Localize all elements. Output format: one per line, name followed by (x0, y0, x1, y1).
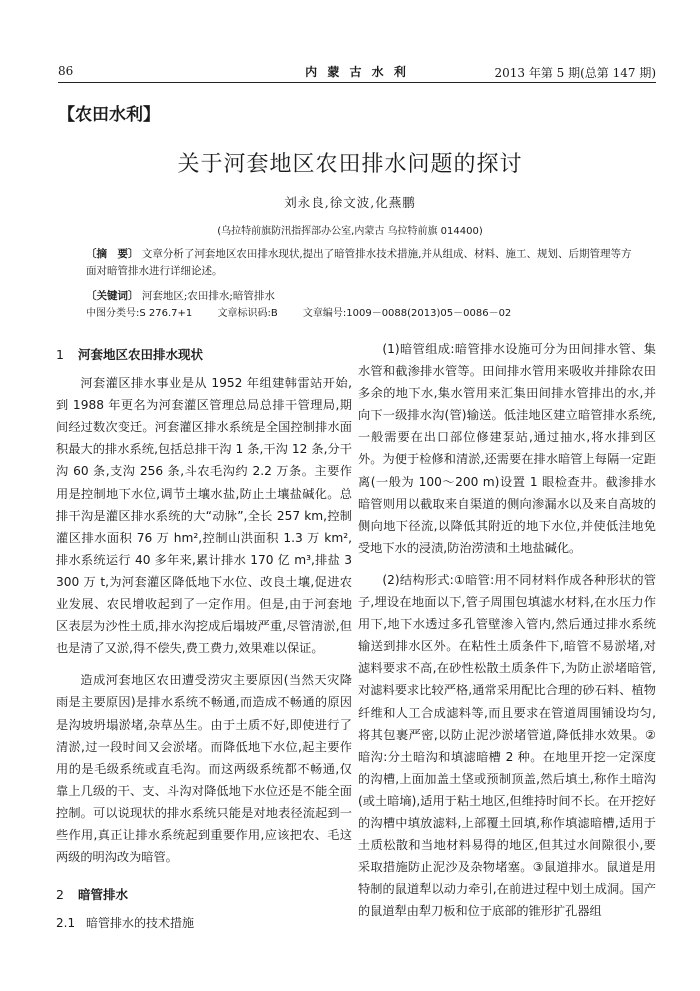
abstract-label: 〔摘 要〕 (86, 248, 139, 260)
article-title: 关于河套地区农田排水问题的探讨 (177, 152, 523, 177)
section-2-1-title: 暗管排水的技术措施 (86, 916, 195, 931)
section-tag: 【农田水利】 (58, 105, 160, 125)
section-2-1-number: 2.1 (56, 916, 76, 931)
right-paragraph-structure: (2)结构形式:①暗管:用不同材料作成各种形状的管子,埋设在地面以下,管子周围包填滤水材料,在水压力作用下,地下水透过多孔管壁渗入管内,然后通过排水系统输送到排水区外。在粘性土质条件下,暗管不易淤堵,对滤料要求不高,在砂性松散土质条件下,为防止淤堵暗管,对滤料要求比较严格,通常采用配比合理的砂石料、植物纤维和人工合成滤料等,而且要求在管道周围铺设均匀,将其包裹严密,以防止泥沙淤堵管道,降低排水效果。②暗沟:分土暗沟和填滤暗槽 2 种。在地里开挖一定深度的沟槽,上面加盖土垡或预制顶盖,然后填土,称作土暗沟(或土暗墒),适用于粘土地区,但维持时间不长。在开挖好的沟槽中填放滤料,上部覆土回填,称作填滤暗槽,适用于土质松散和当地材料易得的地区,但其过水间隙很小,要采取措施防止泥沙及杂物堵塞。③鼠道排水。鼠道是用特制的鼠道犁以动力牵引,在前进过程中划土成洞。国产的鼠道犁由犁刀板和位于底部的锥形扩孔器组 (358, 572, 656, 919)
keywords-text: 河套地区;农田排水;暗管排水 (141, 290, 275, 302)
section-2-heading (56, 884, 352, 906)
abstract (86, 246, 640, 280)
section-1-paragraph-1: 河套灌区排水事业是从 1952 年组建韩雷站开始,到 1988 年更名为河套灌区管理总局总排干管理局,期间经过数次变迁。河套灌区排水系统是全国控制排水面积最大的排水系统,包括总排干沟 1 条,干沟 12 条,分干沟 60 条,支沟 256 条,斗农毛沟约 2.2 万条。主要作用是控制地下水位,调节土壤水盐,防止土壤盐碱化。总排干沟是灌区排水系统的大“动脉”,全长 257 km,控制灌区排水面积 76 万 hm²,控制山洪面积 1.3 万 km²,排水系统运行 40 多年来,累计排水 170 亿 m³,排盐 3 300 万 t,为河套灌区降低地下水位、改良土壤,促进农业发展、农民增收起到了一定作用。但是,由于河套地区表层为沙性土质,排水沟挖成后塌坡严重,尽管清淤,但也是清了又淤,得不偿失,费工费力,效果难以保证。 (56, 376, 352, 656)
right-column (358, 338, 656, 922)
running-head (58, 60, 656, 83)
section-1-paragraph-2: 造成河套地区农田遭受涝灾主要原因(当然天灾降雨是主要原因)是排水系统不畅通,而造成不畅通的原因是沟坡坍塌淤堵,杂草丛生。由于土质不好,即使进行了清淤,过一段时间又会淤堵。而降低地下水位,起主要作用的是毛级系统或直毛沟。而这两级系统都不畅通,仅靠上几级的干、支、斗沟对降低地下水位还是不能全面控制。可以说现状的排水系统只能是对地表径流起到一些作用,真正让排水系统起到重要作用,应该把农、毛这两级的明沟改为暗管。 (56, 673, 352, 865)
right-paragraph-composition: (1)暗管组成:暗管排水设施可分为田间排水管、集水管和截渗排水管等。田间排水管用来吸收并排除农田多余的地下水,集水管用来汇集田间排水管排出的水,并向下一级排水沟(管)输送。低洼地区建立暗管排水系统,一般需要在出口部位修建泵站,通过抽水,将水排到区外。为便于检修和清淤,还需要在排水暗管上每隔一定距离(一般为 100～200 m)设置 1 眼检查井。截渗排水暗管则用以截取来自渠道的侧向渗漏水以及来自高坡的侧向地下径流,以降低其附近的地下水位,并使低洼地免受地下水的浸渍,防治涝渍和土地盐碱化。 (358, 342, 656, 555)
left-column (56, 338, 352, 938)
section-2-title: 暗管排水 (78, 887, 129, 903)
article-number: 文章编号:1009－0088(2013)05－0086－02 (302, 308, 512, 319)
section-1-number: 1 (56, 347, 64, 362)
page-number: 86 (58, 64, 74, 78)
keywords (86, 288, 640, 305)
keywords-label: 〔关键词〕 (86, 290, 139, 302)
section-2-number: 2 (56, 887, 64, 903)
section-2-1-heading (56, 912, 352, 934)
section-1-title: 河套地区农田排水现状 (78, 347, 204, 362)
article-authors: 刘永良,徐文波,化燕鹏 (284, 195, 416, 210)
clc-number: 中图分类号:S 276.7+1 (86, 308, 193, 319)
issue-info: 2013 年第 5 期(总第 147 期) (494, 66, 656, 80)
journal-name: 内 蒙 古 水 利 (305, 65, 409, 79)
document-code: 文章标识码:B (217, 308, 278, 319)
section-1-heading (56, 344, 352, 366)
abstract-text: 文章分析了河套地区农田排水现状,提出了暗管排水技术措施,并从组成、材料、施工、规划、后期管理等方面对暗管排水进行详细论述。 (86, 248, 632, 277)
classification-line (86, 305, 640, 322)
article-affiliation: (乌拉特前旗防汛指挥部办公室,内蒙古 乌拉特前旗 014400) (217, 226, 483, 237)
